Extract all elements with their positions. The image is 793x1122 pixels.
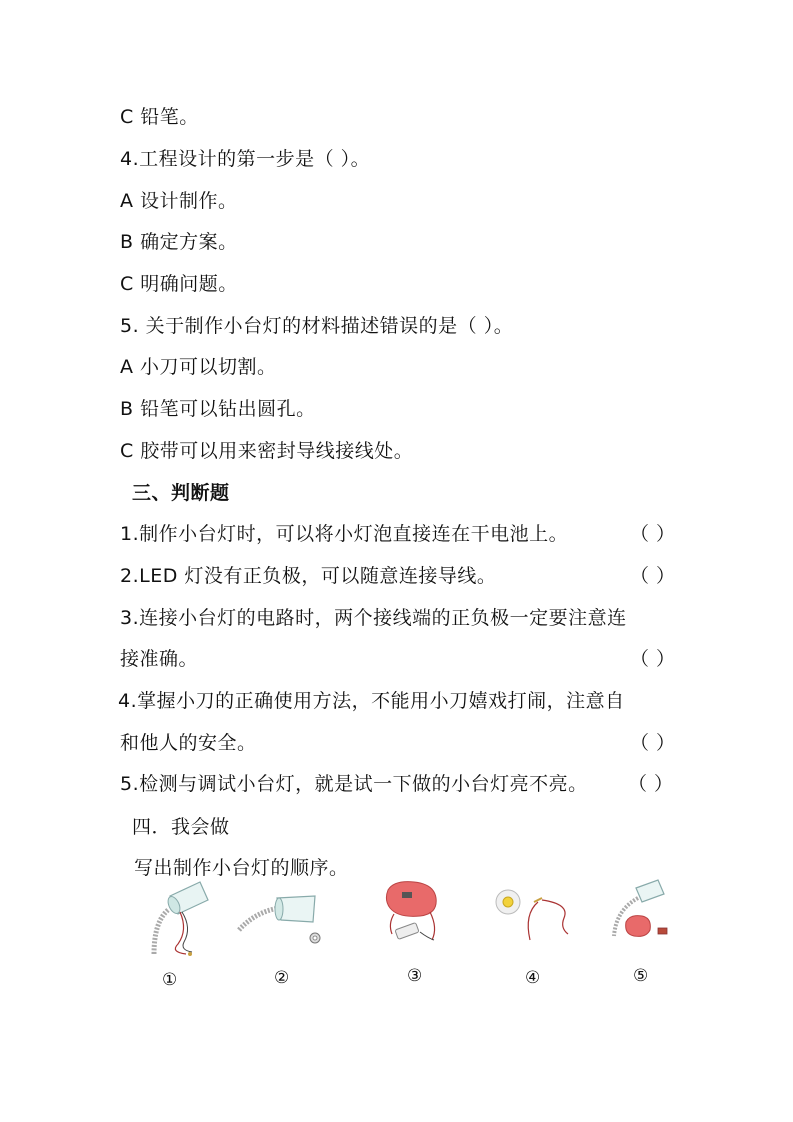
q5-option-c: C 胶带可以用来密封导线接线处。 bbox=[120, 440, 414, 462]
q5-option-a: A 小刀可以切割。 bbox=[120, 356, 277, 378]
judge-q5-answer-blank: （ ） bbox=[628, 773, 674, 795]
judge-q5: 5.检测与调试小台灯，就是试一下做的小台灯亮不亮。 bbox=[120, 773, 588, 795]
step-image-1 bbox=[140, 878, 215, 960]
step-label-2: ② bbox=[274, 968, 290, 988]
judge-q3-answer-blank: （ ） bbox=[630, 648, 676, 670]
judge-q3-line1: 3.连接小台灯的电路时，两个接线端的正负极一定要注意连 bbox=[120, 607, 627, 629]
judge-heading: 三、判断题 bbox=[132, 482, 230, 504]
judge-q1-answer-blank: （ ） bbox=[630, 523, 676, 545]
step-label-5: ⑤ bbox=[633, 966, 649, 986]
q3-option-c: C 铅笔。 bbox=[120, 106, 199, 128]
q4-option-a: A 设计制作。 bbox=[120, 190, 238, 212]
step-label-4: ④ bbox=[525, 968, 541, 988]
judge-q4-line1: 4.掌握小刀的正确使用方法，不能用小刀嬉戏打闹，注意自 bbox=[118, 690, 625, 712]
q5-option-b: B 铅笔可以钻出圆孔。 bbox=[120, 398, 316, 420]
judge-q1: 1.制作小台灯时，可以将小灯泡直接连在干电池上。 bbox=[120, 523, 569, 545]
q4-stem: 4.工程设计的第一步是（ ）。 bbox=[120, 148, 371, 170]
step-label-3: ③ bbox=[407, 966, 423, 986]
make-instruction: 写出制作小台灯的顺序。 bbox=[134, 857, 349, 879]
q4-option-c: C 明确问题。 bbox=[120, 273, 238, 295]
q4-option-b: B 确定方案。 bbox=[120, 231, 238, 253]
judge-q2-answer-blank: （ ） bbox=[630, 565, 676, 587]
step-image-5 bbox=[606, 878, 674, 942]
judge-q3-line2: 接准确。 bbox=[120, 648, 199, 670]
judge-q2: 2.LED 灯没有正负极，可以随意连接导线。 bbox=[120, 565, 497, 587]
step-image-4 bbox=[494, 884, 572, 946]
judge-q4-line2: 和他人的安全。 bbox=[120, 732, 257, 754]
judge-q4-answer-blank: （ ） bbox=[630, 732, 676, 754]
q5-stem: 5. 关于制作小台灯的材料描述错误的是（ ）。 bbox=[120, 315, 514, 337]
step-label-1: ① bbox=[162, 970, 178, 990]
step-image-2 bbox=[235, 890, 327, 950]
make-heading: 四．我会做 bbox=[132, 816, 230, 838]
step-image-3 bbox=[380, 878, 442, 948]
